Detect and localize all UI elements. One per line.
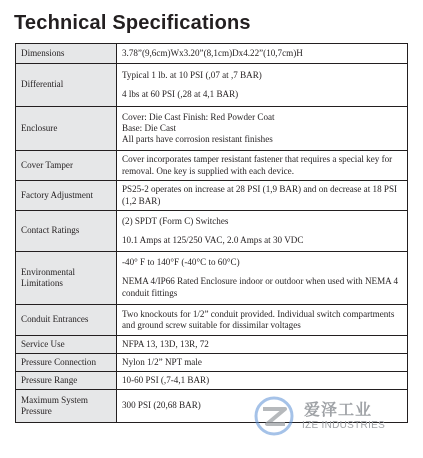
spec-row-cover-tamper [16, 151, 408, 181]
spec-value-line: Typical 1 lb. at 10 PSI (,07 at ,7 BAR) [122, 69, 262, 80]
spec-label: Enclosure [16, 107, 117, 151]
spec-label: Pressure Range [16, 372, 117, 390]
spec-label: Service Use [16, 336, 117, 354]
spec-label: Contact Ratings [16, 211, 117, 252]
spec-label: Maximum System Pressure [16, 390, 117, 423]
spec-value-line: 300 PSI (20,68 BAR) [122, 400, 201, 411]
spec-value-line: NFPA 13, 13D, 13R, 72 [122, 338, 209, 349]
spec-value [117, 336, 408, 354]
spec-value-line: -40° F to 140°F (-40°C to 60°C) [122, 257, 240, 268]
spec-label: Dimensions [16, 44, 117, 64]
spec-label: Differential [16, 64, 117, 107]
spec-row-enclosure [16, 107, 408, 151]
page-title: Technical Specifications [14, 12, 251, 34]
watermark-text-cn: 爱泽工业 [304, 400, 373, 419]
ize-logo-icon [254, 396, 294, 436]
spec-label: Conduit Entrances [16, 305, 117, 336]
spec-value [117, 181, 408, 211]
spec-value-line: Cover incorporates tamper resistant fastener that requires a special key for removal. One key is supplied with each device. [122, 154, 393, 176]
spec-table [15, 43, 408, 423]
spec-row-service-use [16, 336, 408, 354]
spec-value-line: Nylon 1/2” NPT male [122, 356, 202, 367]
spec-value [117, 305, 408, 336]
spec-value [117, 211, 408, 252]
spec-value [117, 107, 408, 151]
spec-value [117, 372, 408, 390]
spec-value [117, 252, 408, 305]
spec-label: Cover Tamper [16, 151, 117, 181]
spec-row-contact-ratings [16, 211, 408, 252]
spec-value [117, 64, 408, 107]
spec-row-factory-adjustment [16, 181, 408, 211]
spec-value-line: All parts have corrosion resistant finishes [122, 134, 273, 145]
spec-value-line: PS25-2 operates on increase at 28 PSI (1,9 BAR) and on decrease at 18 PSI (1,2 BAR) [122, 184, 398, 206]
spec-value-line: Two knockouts for 1/2” conduit provided. Individual switch compartments and ground screw suitable for dissimilar voltages [122, 308, 395, 330]
spec-value-line: 4 lbs at 60 PSI (,28 at 4,1 BAR) [122, 89, 239, 99]
spec-value-line: 10.1 Amps at 125/250 VAC, 2.0 Amps at 30 VDC [122, 235, 304, 245]
spec-value [117, 151, 408, 181]
watermark [250, 394, 410, 440]
spec-row-dimensions [16, 44, 408, 64]
watermark-text-en: IZE INDUSTRIES [302, 420, 386, 431]
spec-value-line: Base: Die Cast [122, 122, 177, 133]
spec-value-line: 10-60 PSI (,7-4,1 BAR) [122, 374, 210, 385]
spec-value [117, 354, 408, 372]
spec-label: Environmental Limitations [16, 252, 117, 305]
spec-value-line: NEMA 4/IP66 Rated Enclosure indoor or outdoor when used with NEMA 4 conduit fittings [122, 276, 399, 298]
spec-row-environmental-limitations [16, 252, 408, 305]
spec-row-pressure-connection [16, 354, 408, 372]
spec-label: Factory Adjustment [16, 181, 117, 211]
spec-value-line: (2) SPDT (Form C) Switches [122, 215, 229, 226]
spec-value-line: Cover: Die Cast Finish: Red Powder Coat [122, 111, 275, 122]
spec-row-pressure-range [16, 372, 408, 390]
spec-row-differential [16, 64, 408, 107]
spec-value [117, 44, 408, 64]
spec-label: Pressure Connection [16, 354, 117, 372]
spec-value-line: 3.78”(9,6cm)Wx3.20”(8,1cm)Dx4.22”(10,7cm)H [122, 47, 303, 58]
spec-row-conduit-entrances [16, 305, 408, 336]
